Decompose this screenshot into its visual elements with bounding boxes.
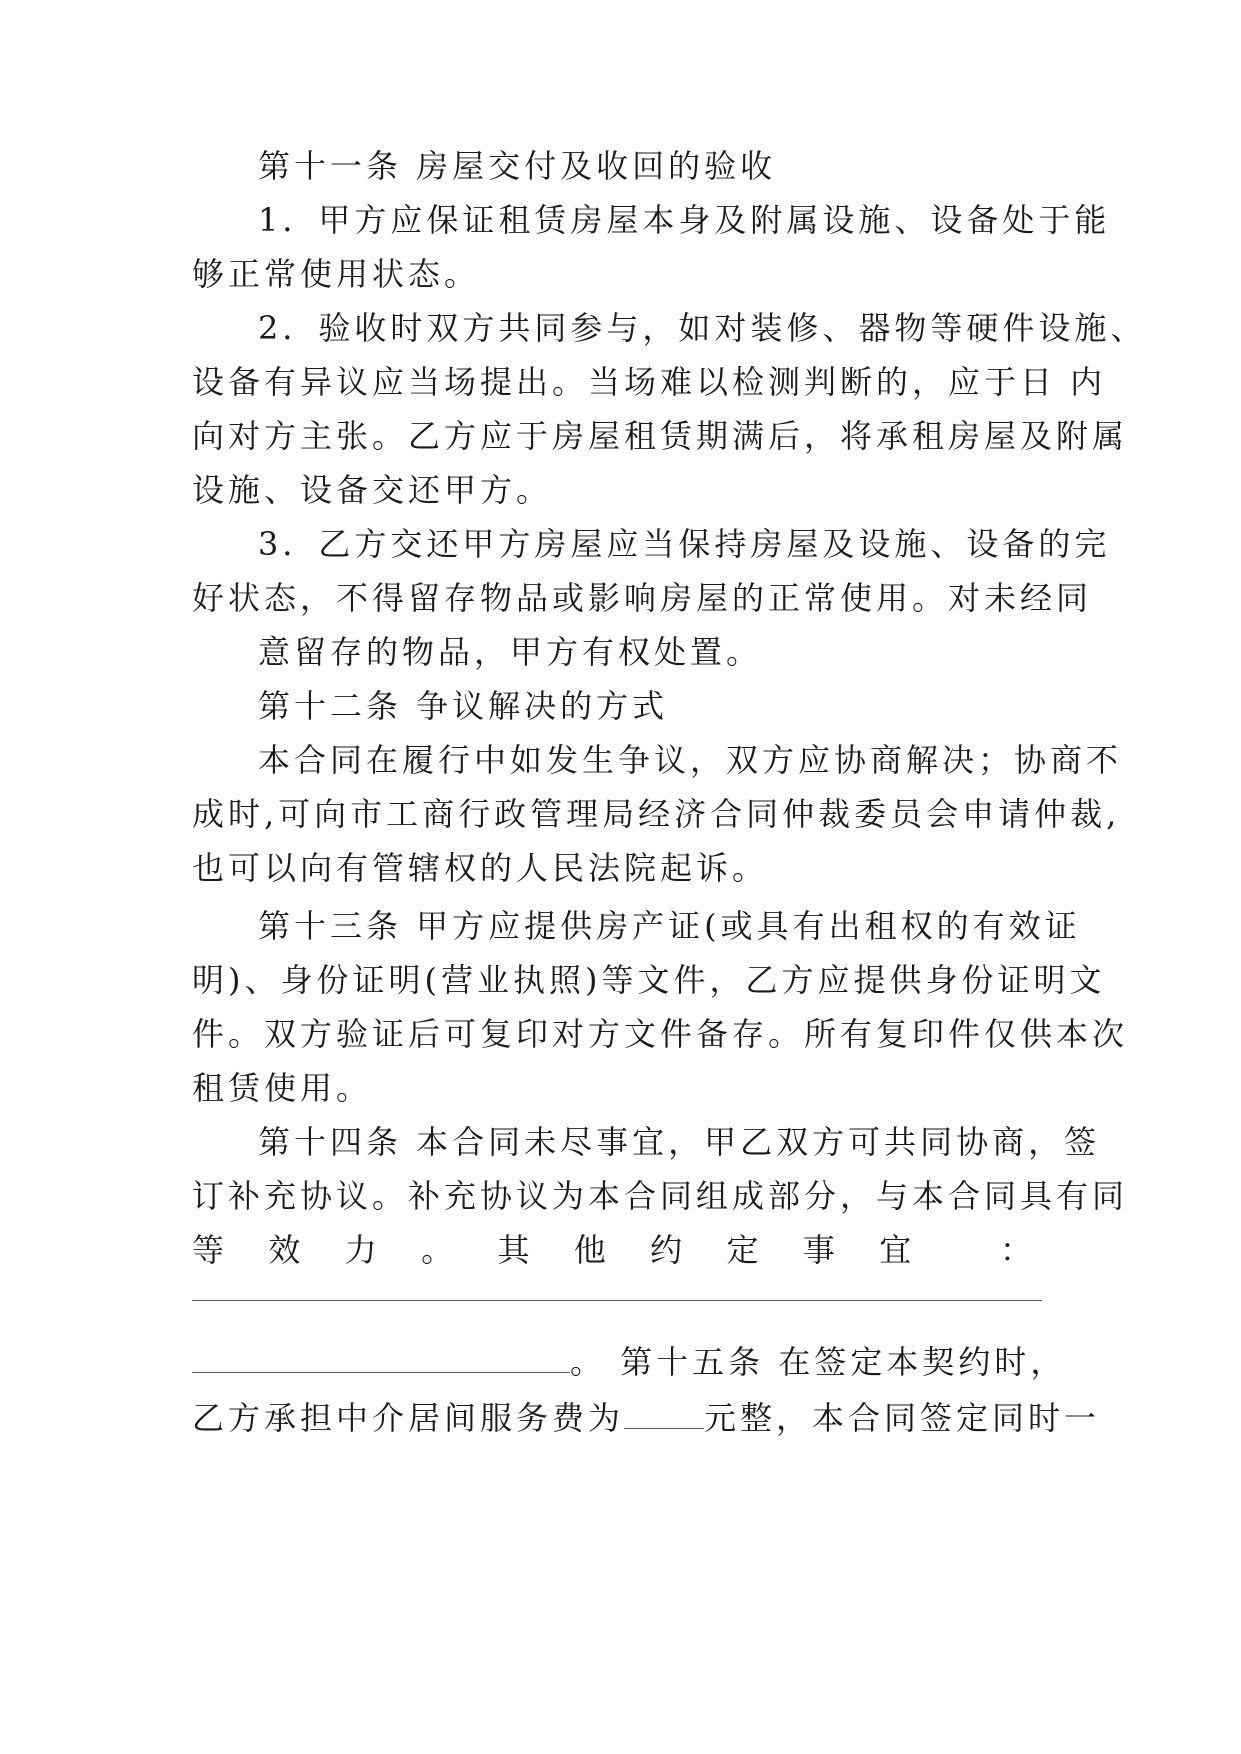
paragraph-line: 意留存的物品，甲方有权处置。: [258, 633, 763, 671]
spread-char: ：: [999, 1231, 1032, 1269]
article-11-heading: 第十一条 房屋交付及收回的验收: [258, 147, 777, 185]
paragraph-line: 也可以向有管辖权的人民法院起诉。: [192, 849, 769, 887]
spread-text-line: [192, 1230, 1032, 1270]
paragraph-line: 明)、身份证明(营业执照)等文件，乙方应提供身份证明文: [192, 961, 1106, 999]
paragraph-line: 2．验收时双方共同参与，如对装修、器物等硬件设施、: [258, 309, 1147, 347]
paragraph-line: 成时,可向市工商行政管理局经济合同仲裁委员会申请仲裁,: [192, 795, 1121, 833]
paragraph-line: 本合同在履行中如发生争议，双方应协商解决；协商不: [258, 741, 1123, 779]
spread-char: 定: [726, 1231, 759, 1269]
paragraph-line: 件。双方验证后可复印对方文件备存。所有复印件仅供本次: [192, 1015, 1129, 1053]
paragraph-line: 1．甲方应保证租赁房屋本身及附属设施、设备处于能: [258, 201, 1111, 239]
fill-in-blank-rule: [192, 1300, 1042, 1301]
spread-char: 他: [573, 1231, 606, 1269]
article-12-heading: 第十二条 争议解决的方式: [258, 687, 669, 725]
spread-char: 宜: [879, 1231, 912, 1269]
spread-char: 约: [650, 1231, 683, 1269]
paragraph-line: 设施、设备交还甲方。: [192, 471, 553, 509]
paragraph-line: 订补充协议。补充协议为本合同组成部分，与本合同具有同: [192, 1177, 1129, 1215]
paragraph-line: 够正常使用状态。: [192, 255, 481, 293]
spread-char: 等: [192, 1231, 225, 1269]
paragraph-line: 3．乙方交还甲方房屋应当保持房屋及设施、设备的完: [258, 525, 1111, 563]
fee-amount-blank: [624, 1398, 704, 1429]
spread-char: 事: [802, 1231, 835, 1269]
spread-char: 力: [344, 1231, 377, 1269]
spread-char: 效: [268, 1231, 301, 1269]
paragraph-line: 向对方主张。乙方应于房屋租赁期满后，将承租房屋及附属: [192, 417, 1129, 455]
fee-line: [192, 1398, 1101, 1438]
article-15-line: [192, 1342, 1072, 1382]
paragraph-line: 好状态，不得留存物品或影响房屋的正常使用。对未经同: [192, 579, 1093, 617]
paragraph-line: 设备有异议应当场提出。当场难以检测判断的，应于日 内: [192, 363, 1107, 401]
article-13-line: 第十三条 甲方应提供房产证(或具有出租权的有效证: [258, 907, 1081, 945]
article-15-text: 。 第十五条 在签定本契约时，: [570, 1343, 1067, 1381]
fill-in-blank: [192, 1342, 570, 1373]
fee-text-prefix: 乙方承担中介居间服务费为: [192, 1399, 625, 1437]
fee-text-suffix: 元整，本合同签定同时一: [704, 1399, 1101, 1437]
spread-char: 。: [421, 1231, 454, 1269]
article-14-line: 第十四条 本合同未尽事宜，甲乙双方可共同协商，签: [258, 1123, 1101, 1161]
spread-char: 其: [497, 1231, 530, 1269]
paragraph-line: 租赁使用。: [192, 1069, 373, 1107]
